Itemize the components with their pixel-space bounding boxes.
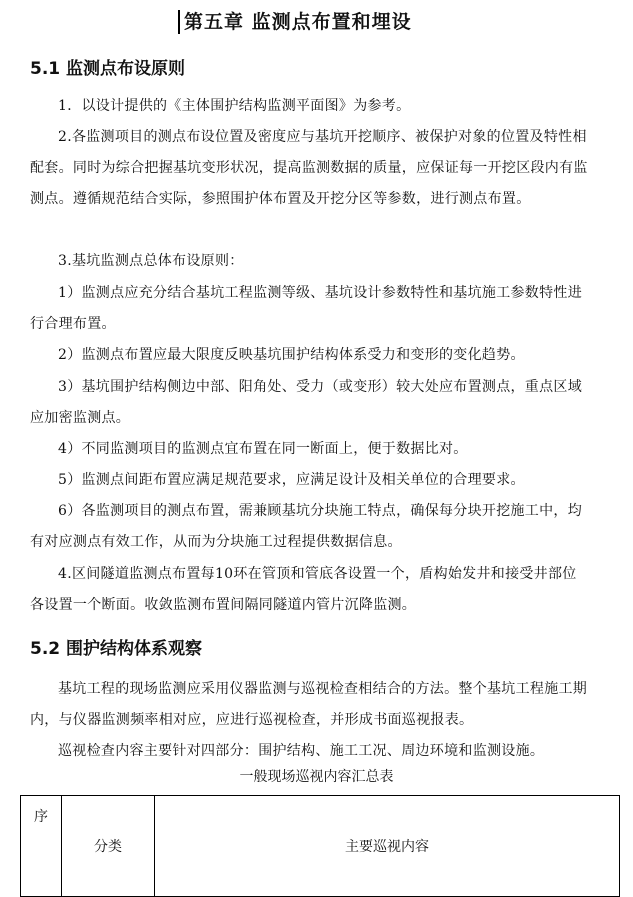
- paragraph: 3.基坑监测点总体布设原则：: [58, 253, 244, 269]
- paragraph: 基坑工程的现场监测应采用仪器监测与巡视检查相结合的方法。整个基坑工程施工期内，与仪器监测频率相对应，应进行巡视检查，并形成书面巡视报表。: [30, 681, 588, 728]
- header-category: 分类: [62, 796, 155, 897]
- paragraph: 2）监测点布置应最大限度反映基坑围护结构体系受力和变形的变化趋势。: [58, 347, 525, 363]
- paragraph: 4）不同监测项目的监测点宜布置在同一断面上，便于数据比对。: [58, 441, 468, 457]
- paragraph: 3）基坑围护结构侧边中部、阳角处、受力（或变形）较大处应布置测点，重点区域应加密监测点。: [30, 379, 583, 426]
- header-seq: 序: [21, 796, 62, 897]
- chapter-title: 第五章 监测点布置和埋设: [178, 10, 412, 34]
- paragraph: 6）各监测项目的测点布置，需兼顾基坑分块施工特点，确保每分块开挖施工中，均有对应测点有效工作，从而为分块施工过程提供数据信息。: [30, 503, 583, 550]
- table-header-row: [21, 796, 620, 897]
- section-heading-5-1: 5.1 监测点布设原则: [30, 59, 186, 79]
- paragraph: 巡视检查内容主要针对四部分：围护结构、施工工况、周边环境和监测设施。: [58, 743, 545, 759]
- paragraph: 5）监测点间距布置应满足规范要求，应满足设计及相关单位的合理要求。: [58, 472, 525, 488]
- section-heading-5-2: 5.2 围护结构体系观察: [30, 639, 203, 659]
- paragraph: 1．以设计提供的《主体围护结构监测平面图》为参考。: [58, 98, 411, 114]
- header-content: 主要巡视内容: [155, 796, 620, 897]
- inspection-summary-table: [20, 795, 620, 897]
- table-caption: 一般现场巡视内容汇总表: [239, 769, 394, 785]
- paragraph: 4.区间隧道监测点布置每10环在管顶和管底各设置一个，盾构始发井和接受井部位各设置一个断面。收敛监测布置间隔同隧道内管片沉降监测。: [30, 566, 577, 613]
- paragraph: 2.各监测项目的测点布设位置及密度应与基坑开挖顺序、被保护对象的位置及特性相配套。同时为综合把握基坑变形状况，提高监测数据的质量，应保证每一开挖区段内有监测点。遵循规范结合实际，参照围护体布置及开挖分区等参数，进行测点布置。: [30, 129, 588, 207]
- paragraph: 1）监测点应充分结合基坑工程监测等级、基坑设计参数特性和基坑施工参数特性进行合理布置。: [30, 285, 583, 332]
